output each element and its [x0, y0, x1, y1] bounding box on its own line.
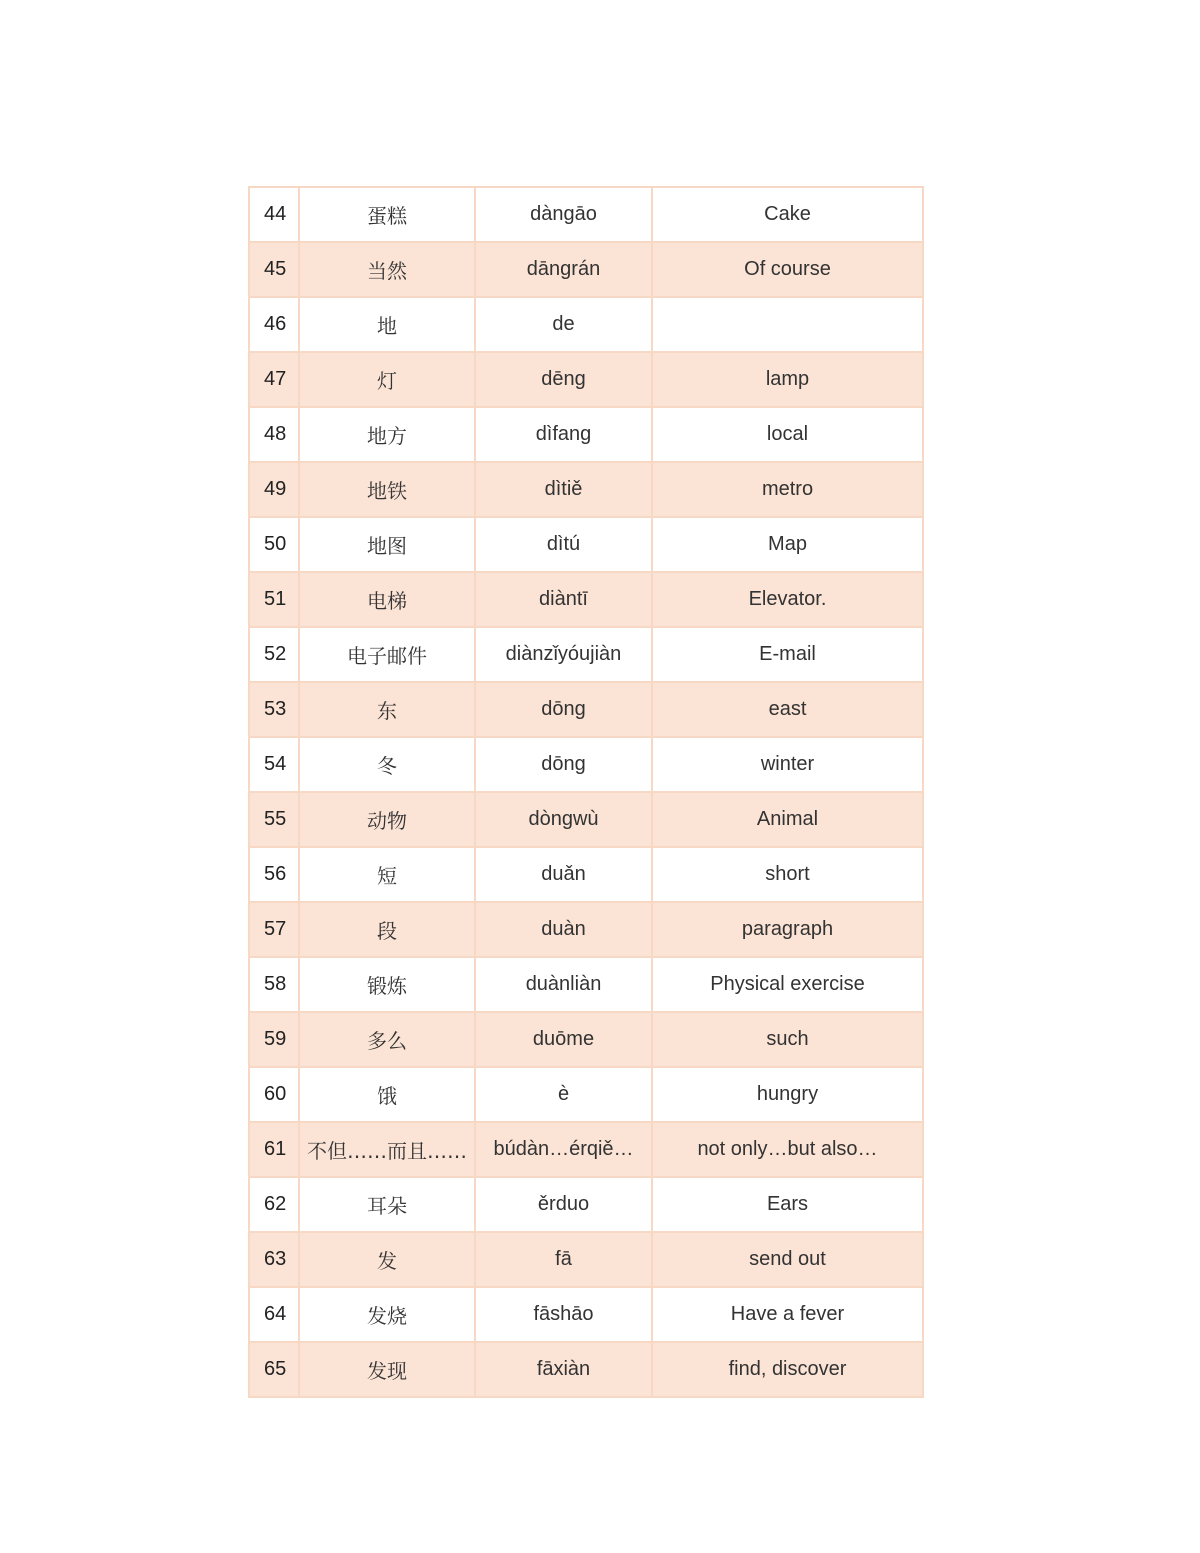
pinyin-cell: dàngāo: [475, 187, 652, 242]
row-number-cell: 61: [249, 1122, 299, 1177]
table-row: [249, 407, 923, 462]
pinyin-cell: ěrduo: [475, 1177, 652, 1232]
table-row: [249, 957, 923, 1012]
english-cell: Elevator.: [652, 572, 923, 627]
row-number-cell: 65: [249, 1342, 299, 1397]
row-number-cell: 63: [249, 1232, 299, 1287]
english-cell: hungry: [652, 1067, 923, 1122]
vocabulary-table: [248, 186, 924, 1398]
pinyin-cell: duōme: [475, 1012, 652, 1067]
row-number-cell: 55: [249, 792, 299, 847]
hanzi-cell: 地方: [299, 407, 475, 462]
table-row: [249, 1067, 923, 1122]
pinyin-cell: fāxiàn: [475, 1342, 652, 1397]
row-number-cell: 54: [249, 737, 299, 792]
pinyin-cell: dìfang: [475, 407, 652, 462]
row-number-cell: 46: [249, 297, 299, 352]
row-number-cell: 64: [249, 1287, 299, 1342]
pinyin-cell: duànliàn: [475, 957, 652, 1012]
table-row: [249, 572, 923, 627]
row-number-cell: 62: [249, 1177, 299, 1232]
pinyin-cell: duàn: [475, 902, 652, 957]
table-row: [249, 297, 923, 352]
pinyin-cell: dìtú: [475, 517, 652, 572]
hanzi-cell: 段: [299, 902, 475, 957]
pinyin-cell: fā: [475, 1232, 652, 1287]
pinyin-cell: diàntī: [475, 572, 652, 627]
pinyin-cell: dōng: [475, 737, 652, 792]
table-row: [249, 352, 923, 407]
english-cell: lamp: [652, 352, 923, 407]
english-cell: [652, 297, 923, 352]
hanzi-cell: 多么: [299, 1012, 475, 1067]
english-cell: E-mail: [652, 627, 923, 682]
table-row: [249, 847, 923, 902]
english-cell: Physical exercise: [652, 957, 923, 1012]
row-number-cell: 44: [249, 187, 299, 242]
row-number-cell: 53: [249, 682, 299, 737]
row-number-cell: 45: [249, 242, 299, 297]
english-cell: not only…but also…: [652, 1122, 923, 1177]
english-cell: metro: [652, 462, 923, 517]
pinyin-cell: dēng: [475, 352, 652, 407]
row-number-cell: 50: [249, 517, 299, 572]
hanzi-cell: 发烧: [299, 1287, 475, 1342]
table-row: [249, 1122, 923, 1177]
english-cell: winter: [652, 737, 923, 792]
hanzi-cell: 饿: [299, 1067, 475, 1122]
pinyin-cell: de: [475, 297, 652, 352]
english-cell: Of course: [652, 242, 923, 297]
pinyin-cell: diànzǐyóujiàn: [475, 627, 652, 682]
english-cell: local: [652, 407, 923, 462]
row-number-cell: 52: [249, 627, 299, 682]
hanzi-cell: 发现: [299, 1342, 475, 1397]
hanzi-cell: 动物: [299, 792, 475, 847]
table-row: [249, 517, 923, 572]
hanzi-cell: 电子邮件: [299, 627, 475, 682]
pinyin-cell: búdàn…érqiě…: [475, 1122, 652, 1177]
vocabulary-table-body: [249, 187, 923, 1397]
table-row: [249, 737, 923, 792]
hanzi-cell: 地铁: [299, 462, 475, 517]
english-cell: Cake: [652, 187, 923, 242]
pinyin-cell: fāshāo: [475, 1287, 652, 1342]
english-cell: send out: [652, 1232, 923, 1287]
hanzi-cell: 短: [299, 847, 475, 902]
row-number-cell: 60: [249, 1067, 299, 1122]
hanzi-cell: 冬: [299, 737, 475, 792]
hanzi-cell: 当然: [299, 242, 475, 297]
hanzi-cell: 地: [299, 297, 475, 352]
hanzi-cell: 电梯: [299, 572, 475, 627]
row-number-cell: 48: [249, 407, 299, 462]
row-number-cell: 56: [249, 847, 299, 902]
row-number-cell: 47: [249, 352, 299, 407]
table-row: [249, 1177, 923, 1232]
table-row: [249, 792, 923, 847]
hanzi-cell: 蛋糕: [299, 187, 475, 242]
pinyin-cell: duǎn: [475, 847, 652, 902]
table-row: [249, 1012, 923, 1067]
hanzi-cell: 锻炼: [299, 957, 475, 1012]
hanzi-cell: 地图: [299, 517, 475, 572]
english-cell: Animal: [652, 792, 923, 847]
row-number-cell: 57: [249, 902, 299, 957]
hanzi-cell: 耳朵: [299, 1177, 475, 1232]
pinyin-cell: è: [475, 1067, 652, 1122]
table-row: [249, 627, 923, 682]
pinyin-cell: dìtiě: [475, 462, 652, 517]
table-row: [249, 902, 923, 957]
english-cell: such: [652, 1012, 923, 1067]
english-cell: paragraph: [652, 902, 923, 957]
table-row: [249, 187, 923, 242]
row-number-cell: 59: [249, 1012, 299, 1067]
pinyin-cell: dōng: [475, 682, 652, 737]
table-row: [249, 1232, 923, 1287]
hanzi-cell: 灯: [299, 352, 475, 407]
english-cell: short: [652, 847, 923, 902]
pinyin-cell: dāngrán: [475, 242, 652, 297]
row-number-cell: 51: [249, 572, 299, 627]
hanzi-cell: 东: [299, 682, 475, 737]
hanzi-cell: 发: [299, 1232, 475, 1287]
table-row: [249, 1342, 923, 1397]
row-number-cell: 49: [249, 462, 299, 517]
english-cell: east: [652, 682, 923, 737]
english-cell: Have a fever: [652, 1287, 923, 1342]
english-cell: Map: [652, 517, 923, 572]
table-row: [249, 1287, 923, 1342]
pinyin-cell: dòngwù: [475, 792, 652, 847]
row-number-cell: 58: [249, 957, 299, 1012]
table-row: [249, 682, 923, 737]
english-cell: Ears: [652, 1177, 923, 1232]
table-row: [249, 242, 923, 297]
english-cell: find, discover: [652, 1342, 923, 1397]
hanzi-cell: 不但……而且……: [299, 1122, 475, 1177]
table-row: [249, 462, 923, 517]
